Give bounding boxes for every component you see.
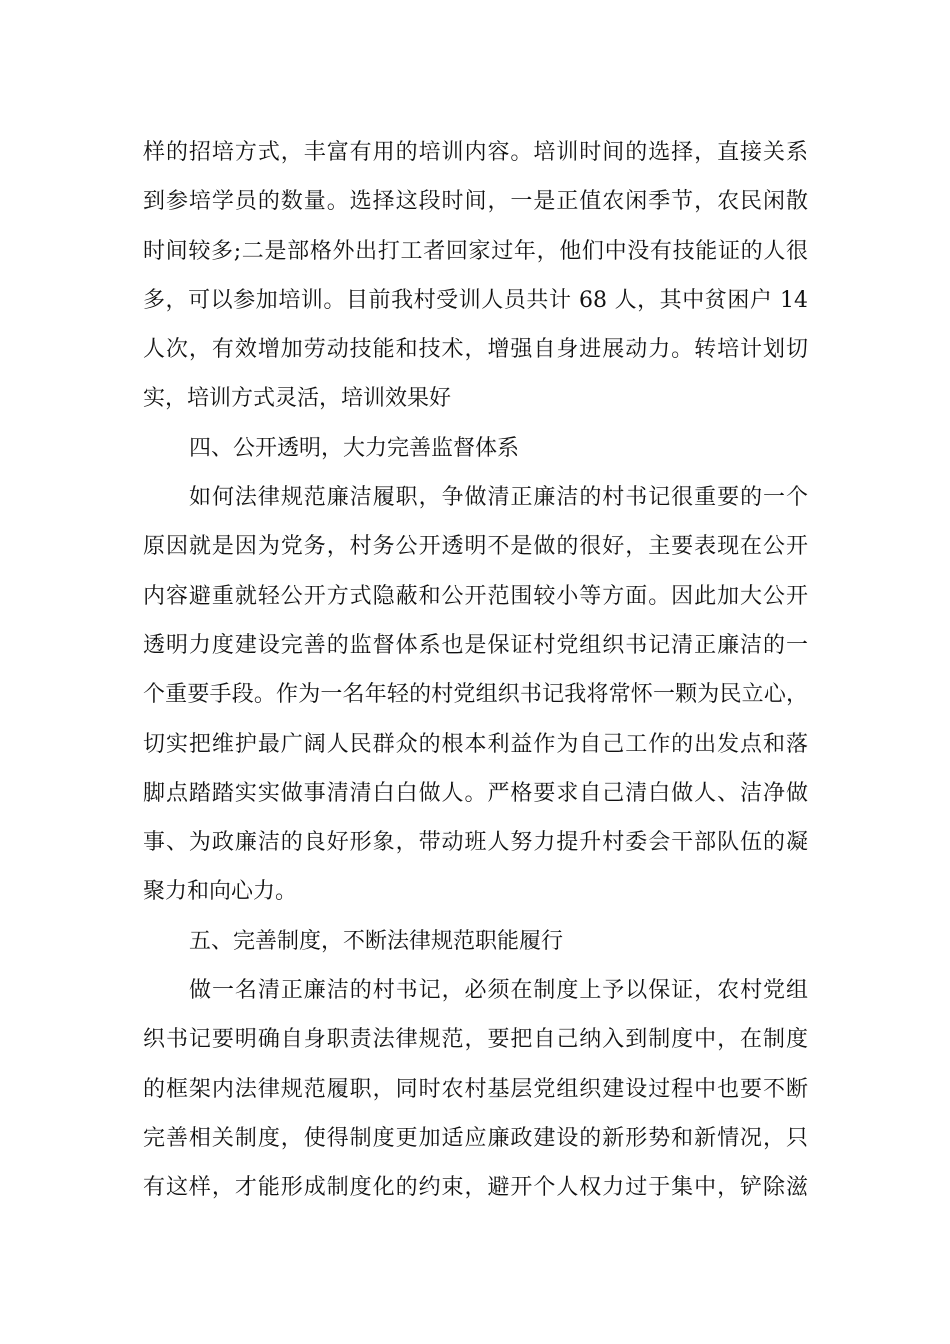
body-line: 完善相关制度，使得制度更加适应廉政建设的新形势和新情况，只 (143, 1125, 808, 1151)
section-heading: 五、完善制度，不断法律规范职能履行 (189, 928, 564, 954)
body-line: 有这样，才能形成制度化的约束，避开个人权力过于集中，铲除滋 (143, 1175, 808, 1201)
body-line: 事、为政廉洁的良好形象，带动班人努力提升村委会干部队伍的凝 (143, 830, 808, 856)
body-line: 聚力和向心力。 (143, 879, 298, 905)
body-line: 切实把维护最广阔人民群众的根本利益作为自己工作的出发点和落 (143, 731, 808, 757)
document-body (143, 128, 808, 1213)
body-line: 样的招培方式，丰富有用的培训内容。培训时间的选择，直接关系 (143, 140, 808, 165)
body-line: 个重要手段。作为一名年轻的村党组织书记我将常怀一颗为民立心， (143, 682, 808, 708)
body-line: 多，可以参加培训。目前我村受训人员共计 68 人，其中贫困户 14 (143, 287, 808, 313)
body-line: 织书记要明确自身职责法律规范，要把自己纳入到制度中，在制度 (143, 1027, 808, 1053)
section-heading: 四、公开透明，大力完善监督体系 (189, 435, 520, 461)
body-line: 内容避重就轻公开方式隐蔽和公开范围较小等方面。因此加大公开 (143, 583, 808, 609)
body-line: 时间较多;二是部格外出打工者回家过年，他们中没有技能证的人很 (143, 238, 808, 264)
body-line: 到参培学员的数量。选择这段时间，一是正值农闲季节，农民闲散 (143, 189, 808, 215)
body-line: 透明力度建设完善的监督体系也是保证村党组织书记清正廉洁的一 (143, 632, 808, 658)
body-line: 的框架内法律规范履职，同时农村基层党组织建设过程中也要不断 (143, 1076, 808, 1102)
body-line: 实，培训方式灵活，培训效果好 (143, 386, 452, 412)
paragraph-first-line: 做一名清正廉洁的村书记，必须在制度上予以保证，农村党组 (189, 978, 808, 1004)
paragraph-first-line: 如何法律规范廉洁履职，争做清正廉洁的村书记很重要的一个 (189, 485, 808, 511)
body-line: 脚点踏踏实实做事清清白白做人。严格要求自己清白做人、洁净做 (143, 780, 808, 806)
body-line: 原因就是因为党务，村务公开透明不是做的很好，主要表现在公开 (143, 534, 808, 560)
body-line: 人次，有效增加劳动技能和技术，增强自身进展动力。转培计划切 (143, 337, 808, 363)
